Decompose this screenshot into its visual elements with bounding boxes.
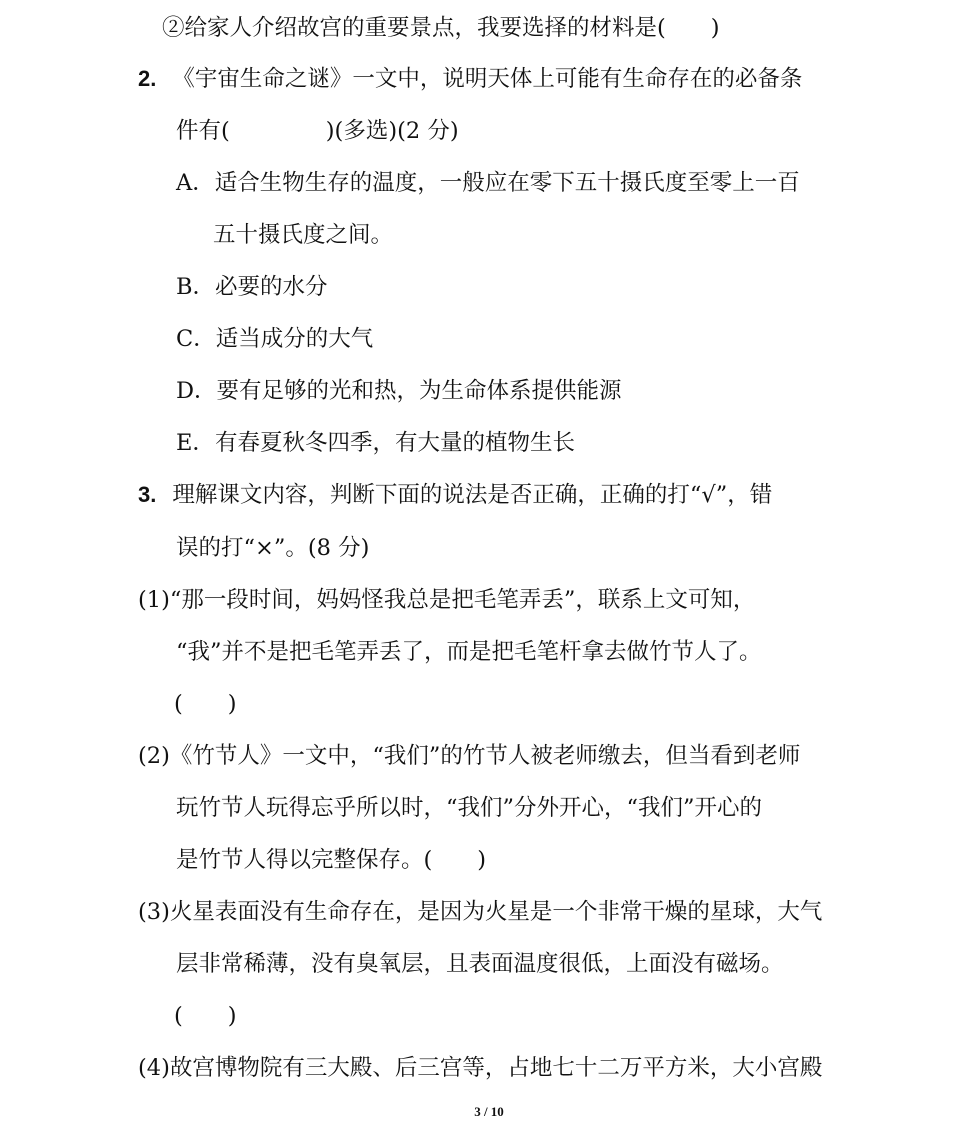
question-2-stem-line2 xyxy=(176,116,459,146)
question-2-answer-open: 件有( xyxy=(176,118,230,144)
option-b-text: 必要的水分 xyxy=(215,274,328,300)
question-3-stem xyxy=(138,480,772,510)
option-e-text: 有春夏秋冬四季，有大量的植物生长 xyxy=(214,430,575,456)
option-d-label: D． xyxy=(176,378,217,404)
option-d-text: 要有足够的光和热，为生命体系提供能源 xyxy=(216,378,622,404)
judge-item-4-line1: (4)故宫博物院有三大殿、后三宫等，占地七十二万平方米，大小宫殿 xyxy=(138,1055,823,1081)
option-e-label: E． xyxy=(176,430,215,456)
option-a-text: 适合生物生存的温度，一般应在零下五十摄氏度至零上一百 xyxy=(214,170,800,196)
question-2-answer-close: )(多选)(2 分) xyxy=(325,118,459,144)
judge-item-1-line2: “我”并不是把毛笔弄丢了，而是把毛笔杆拿去做竹节人了。 xyxy=(176,639,762,665)
judge-item-3-line1: (3)火星表面没有生命存在，是因为火星是一个非常干燥的星球，大气 xyxy=(138,899,823,925)
judge-item-2-line1: (2)《竹节人》一文中，“我们”的竹节人被老师缴去，但当看到老师 xyxy=(138,743,801,769)
question-3-text-line1: 理解课文内容，判断下面的说法是否正确，正确的打“√”，错 xyxy=(172,482,773,508)
option-b-label: B． xyxy=(176,274,216,300)
option-c-label: C． xyxy=(176,326,216,352)
option-c-text: 适当成分的大气 xyxy=(215,326,374,352)
option-a-label: A． xyxy=(176,170,215,196)
question-3-number: 3. xyxy=(138,482,157,507)
question-2-text-line1: 《宇宙生命之谜》一文中，说明天体上可能有生命存在的必备条 xyxy=(172,66,803,92)
page-number: 3 / 10 xyxy=(474,1104,504,1119)
judge-item-2-line2: 玩竹节人玩得忘乎所以时，“我们”分外开心，“我们”开心的 xyxy=(176,795,763,821)
option-c xyxy=(176,324,373,354)
judge-item-1-answer-paren[interactable]: ( ) xyxy=(174,691,237,717)
option-d xyxy=(176,376,622,406)
question-2-number: 2. xyxy=(138,66,157,91)
option-b xyxy=(176,272,328,302)
q1-item-2: ②给家人介绍故宫的重要景点，我要选择的材料是( ) xyxy=(162,15,720,41)
judge-item-3-answer-paren[interactable]: ( ) xyxy=(174,1003,237,1029)
judge-item-1-line1: (1)“那一段时间，妈妈怪我总是把毛笔弄丢”，联系上文可知， xyxy=(138,587,756,613)
question-2-stem xyxy=(138,64,802,94)
judge-item-3-line2: 层非常稀薄，没有臭氧层，且表面温度很低，上面没有磁场。 xyxy=(176,951,784,977)
option-e xyxy=(176,428,575,458)
question-3-stem-line2: 误的打“×”。(8 分) xyxy=(176,535,370,561)
option-a xyxy=(176,168,800,198)
option-a-continued: 五十摄氏度之间。 xyxy=(213,222,394,248)
judge-item-2-line3[interactable]: 是竹节人得以完整保存。( ) xyxy=(176,847,487,873)
